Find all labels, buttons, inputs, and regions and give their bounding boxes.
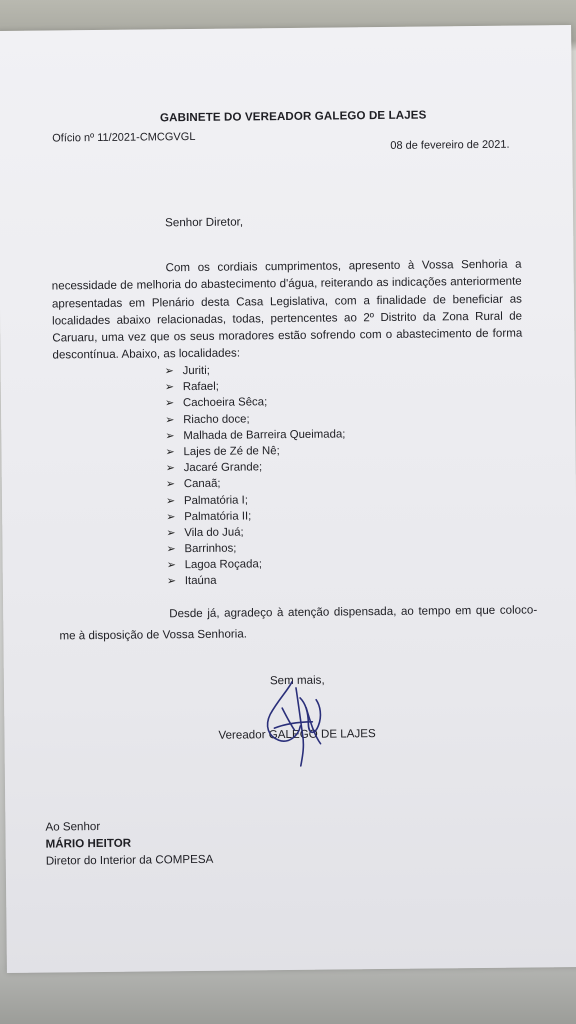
- list-item: ➢ Barrinhos;: [166, 539, 346, 557]
- list-item: ➢ Lagoa Roçada;: [167, 556, 347, 574]
- arrowhead-bullet-icon: ➢: [166, 559, 176, 572]
- recipient-line: Ao Senhor: [45, 819, 101, 834]
- arrowhead-bullet-icon: ➢: [166, 510, 176, 523]
- handwritten-signature: [262, 678, 335, 771]
- arrowhead-bullet-icon: ➢: [166, 575, 177, 588]
- signature-stroke: [300, 698, 321, 733]
- arrowhead-bullet-icon: ➢: [165, 462, 175, 475]
- list-item: ➢ Jacaré Grande;: [166, 459, 346, 477]
- arrowhead-bullet-icon: ➢: [165, 478, 176, 491]
- arrowhead-bullet-icon: ➢: [164, 397, 175, 410]
- letterhead-title: GABINETE DO VEREADOR GALEGO DE LAJES: [159, 108, 427, 125]
- list-item: ➢ Lajes de Zé de Nê;: [165, 442, 345, 460]
- list-item: ➢ Palmatória II;: [166, 507, 346, 525]
- list-item: ➢ Itaúna: [167, 572, 347, 590]
- document-reference: Ofício nº 11/2021-CMCGVGL: [52, 130, 196, 145]
- recipient-title: Diretor do Interior da COMPESA: [45, 852, 214, 868]
- arrowhead-bullet-icon: ➢: [165, 494, 176, 507]
- arrowhead-bullet-icon: ➢: [165, 429, 175, 443]
- letter-date: 08 de fevereiro de 2021.: [390, 138, 510, 152]
- recipient-name: MÁRIO HEITOR: [45, 836, 132, 851]
- salutation: Senhor Diretor,: [165, 215, 244, 230]
- arrowhead-bullet-icon: ➢: [166, 527, 176, 540]
- arrowhead-bullet-icon: ➢: [165, 446, 175, 459]
- signer-name: Vereador GALEGO DE LAJES: [218, 727, 376, 742]
- signature-stroke: [282, 708, 294, 730]
- closing-paragraph: Desde já, agradeço à atenção dispensada, ao tempo em que coloco-me à disposição de Vossa Senhoria.: [59, 603, 538, 643]
- list-item: ➢ Cachoeira Sêca;: [165, 394, 345, 412]
- list-item: ➢ Canaã;: [166, 475, 346, 493]
- arrowhead-bullet-icon: ➢: [166, 543, 176, 556]
- list-item: ➢ Juriti;: [165, 361, 345, 379]
- body-paragraph: Com os cordiais cumprimentos, apresento à Vossa Senhoria a necessidade de melhoria do abastecimento d'água, reiterando as indicações anteriormente apresentadas em Plenário desta Casa Legislativa, com a finalidade de beneficiar as localidades abaixo relacionadas, todas, pertencentes ao 2º Distrito da Zona Rural de Caruaru, uma vez que os seus moradores estão sofrendo com o abastecimento de forma descontínua. Abaixo, as localidades:: [51, 257, 523, 362]
- list-item: ➢ Vila do Juá;: [166, 523, 346, 541]
- letter-page: [0, 25, 576, 973]
- localities-list: [165, 361, 347, 589]
- arrowhead-bullet-icon: ➢: [165, 413, 175, 426]
- list-item: ➢ Palmatória I;: [166, 491, 346, 509]
- list-item: ➢ Rafael;: [165, 378, 345, 396]
- arrowhead-bullet-icon: ➢: [164, 365, 174, 378]
- list-item: ➢ Riacho doce;: [165, 410, 345, 428]
- list-item: ➢ Malhada de Barreira Queimada;: [165, 426, 345, 444]
- arrowhead-bullet-icon: ➢: [164, 381, 175, 394]
- sign-off: Sem mais,: [269, 673, 325, 688]
